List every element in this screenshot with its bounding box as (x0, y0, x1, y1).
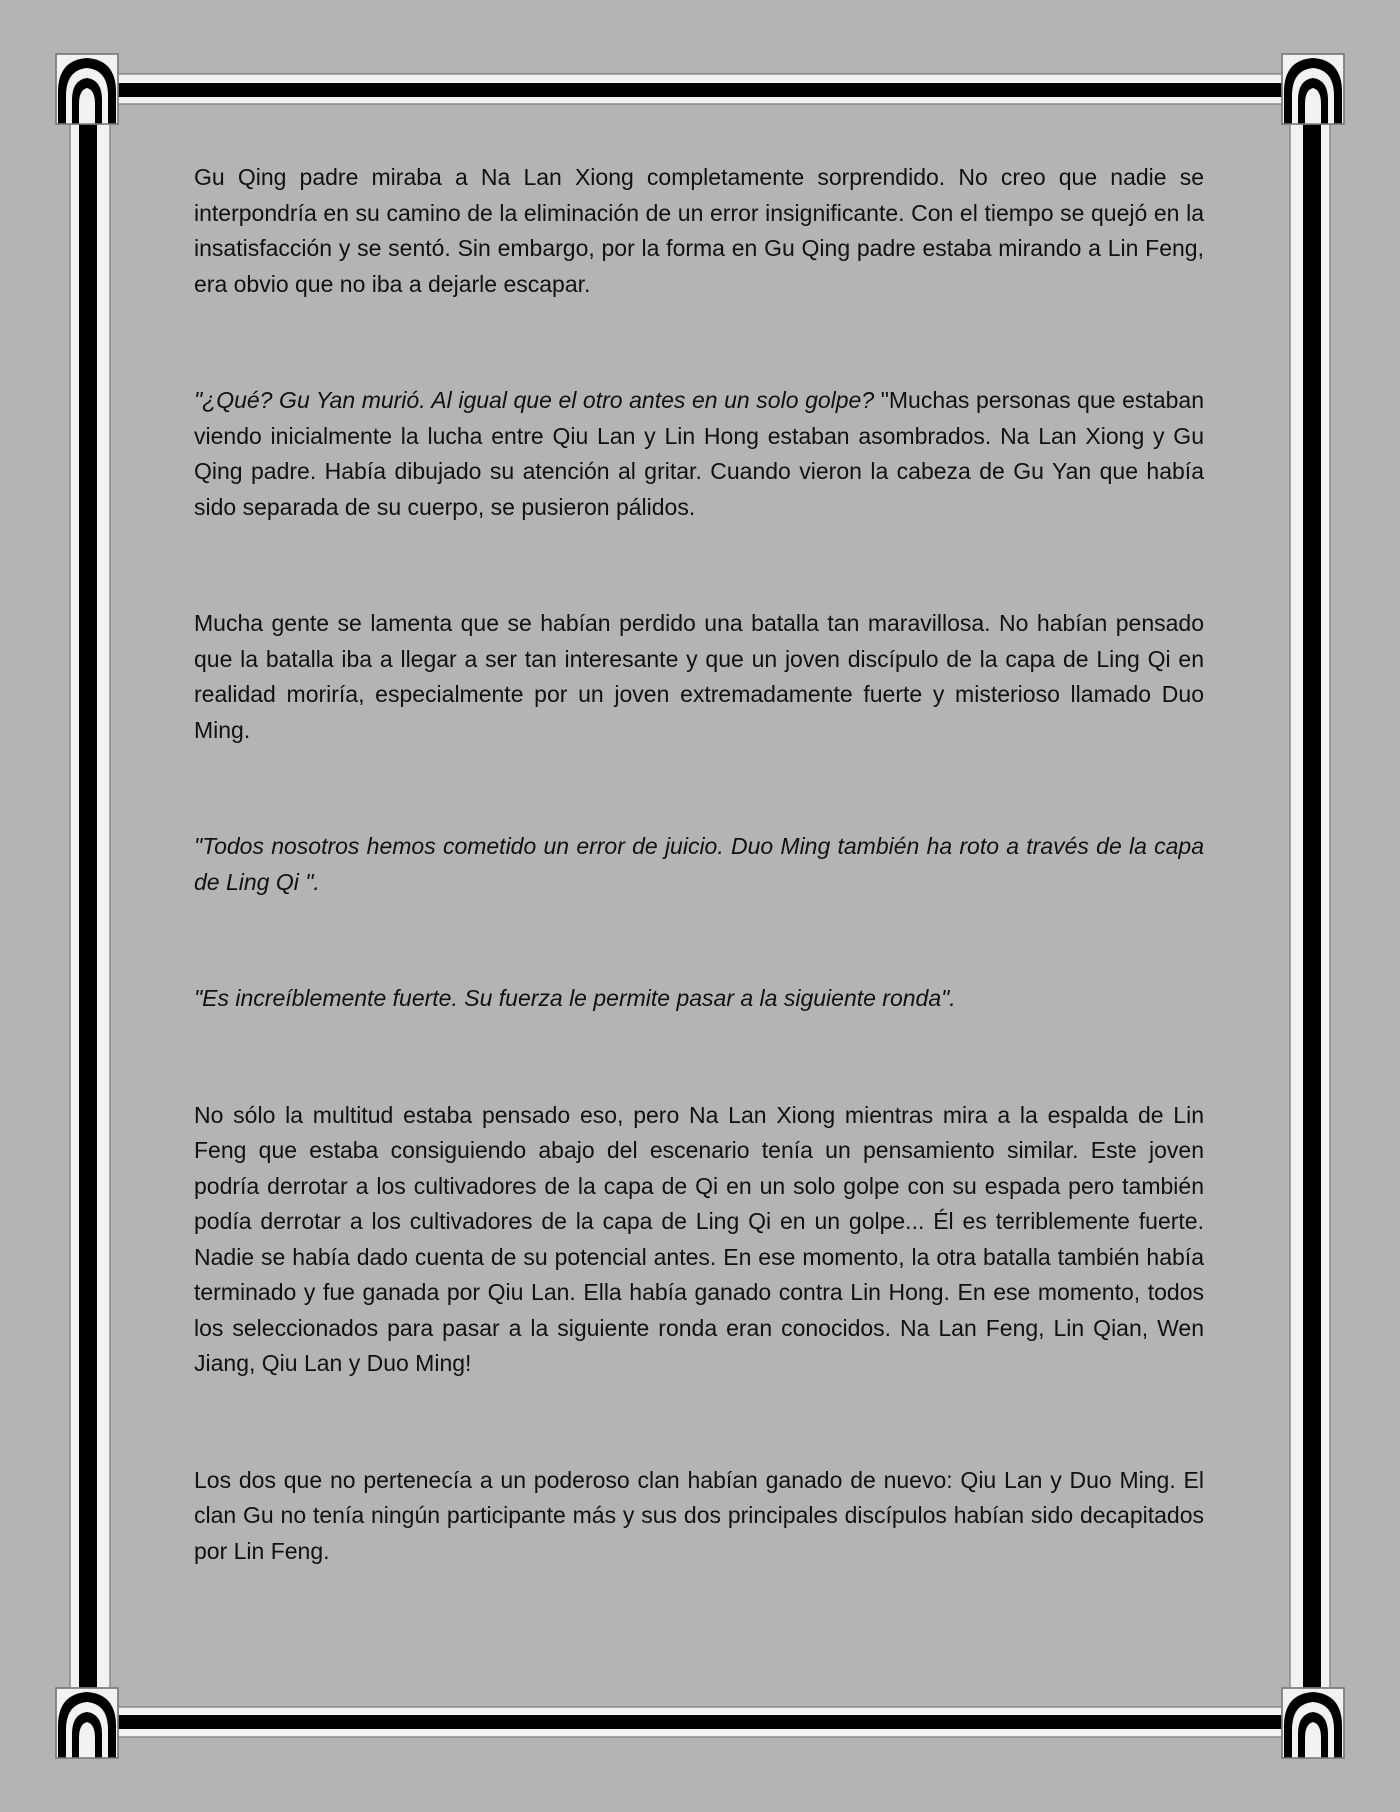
paragraph-2 (194, 383, 1204, 525)
top-border (100, 74, 1300, 104)
paragraph-2-quote: "¿Qué? Gu Yan murió. Al igual que el otro antes en un solo golpe? (194, 387, 881, 413)
paragraph-4 (194, 829, 1204, 900)
paragraph-7-text: Los dos que no pertenecía a un poderoso clan habían ganado de nuevo: Qiu Lan y Duo Ming. El clan Gu no tenía ningún participante más y sus dos principales discípulos habían sido decapitados por Lin Feng. (194, 1466, 1204, 1564)
left-border (70, 100, 110, 1720)
paragraph-2-text: "Muchas personas que estaban viendo inicialmente la lucha entre Qiu Lan y Lin Hong estaban asombrados. Na Lan Xiong y Gu Qing padre. Había dibujado su atención al gritar. Cuando vieron la cabeza de Gu Yan que había sido separada de su cuerpo, se pusieron pálidos. (194, 387, 1204, 520)
paragraph-6 (194, 1098, 1204, 1382)
bottom-left-corner-icon (56, 1688, 118, 1758)
bottom-border (100, 1707, 1300, 1737)
paragraph-4-text: "Todos nosotros hemos cometido un error de juicio. Duo Ming también ha roto a través de la capa de Ling Qi ". (194, 833, 1204, 895)
top-left-corner-icon (56, 54, 118, 124)
top-right-corner-icon (1282, 54, 1344, 124)
paragraph-5 (194, 981, 1204, 1017)
paragraph-7 (194, 1463, 1204, 1570)
document-body (194, 160, 1204, 1569)
paragraph-1-text: Gu Qing padre miraba a Na Lan Xiong completamente sorprendido. No creo que nadie se interpondría en su camino de la eliminación de un error insignificante. Con el tiempo se quejó en la insatisfacción y se sentó. Sin embargo, por la forma en Gu Qing padre estaba mirando a Lin Feng, era obvio que no iba a dejarle escapar. (194, 164, 1204, 297)
paragraph-3 (194, 606, 1204, 748)
paragraph-1 (194, 160, 1204, 302)
paragraph-5-text: "Es increíblemente fuerte. Su fuerza le permite pasar a la siguiente ronda". (194, 985, 956, 1011)
right-border (1290, 100, 1330, 1720)
bottom-right-corner-icon (1282, 1688, 1344, 1758)
paragraph-3-text: Mucha gente se lamenta que se habían perdido una batalla tan maravillosa. No habían pensado que la batalla iba a llegar a ser tan interesante y que un joven discípulo de la capa de Ling Qi en realidad moriría, especialmente por un joven extremadamente fuerte y misterioso llamado Duo Ming. (194, 610, 1204, 743)
paragraph-6-text: No sólo la multitud estaba pensado eso, pero Na Lan Xiong mientras mira a la espalda de Lin Feng que estaba consiguiendo abajo del escenario tenía un pensamiento similar. Este joven podría derrotar a los cultivadores de la capa de Qi en un solo golpe con su espada pero también podía derrotar a los cultivadores de la capa de Ling Qi en un golpe... Él es terriblemente fuerte. Nadie se había dado cuenta de su potencial antes. En ese momento, la otra batalla también había terminado y fue ganada por Qiu Lan. Ella había ganado contra Lin Hong. En ese momento, todos los seleccionados para pasar a la siguiente ronda eran conocidos. Na Lan Feng, Lin Qian, Wen Jiang, Qiu Lan y Duo Ming! (194, 1101, 1204, 1376)
